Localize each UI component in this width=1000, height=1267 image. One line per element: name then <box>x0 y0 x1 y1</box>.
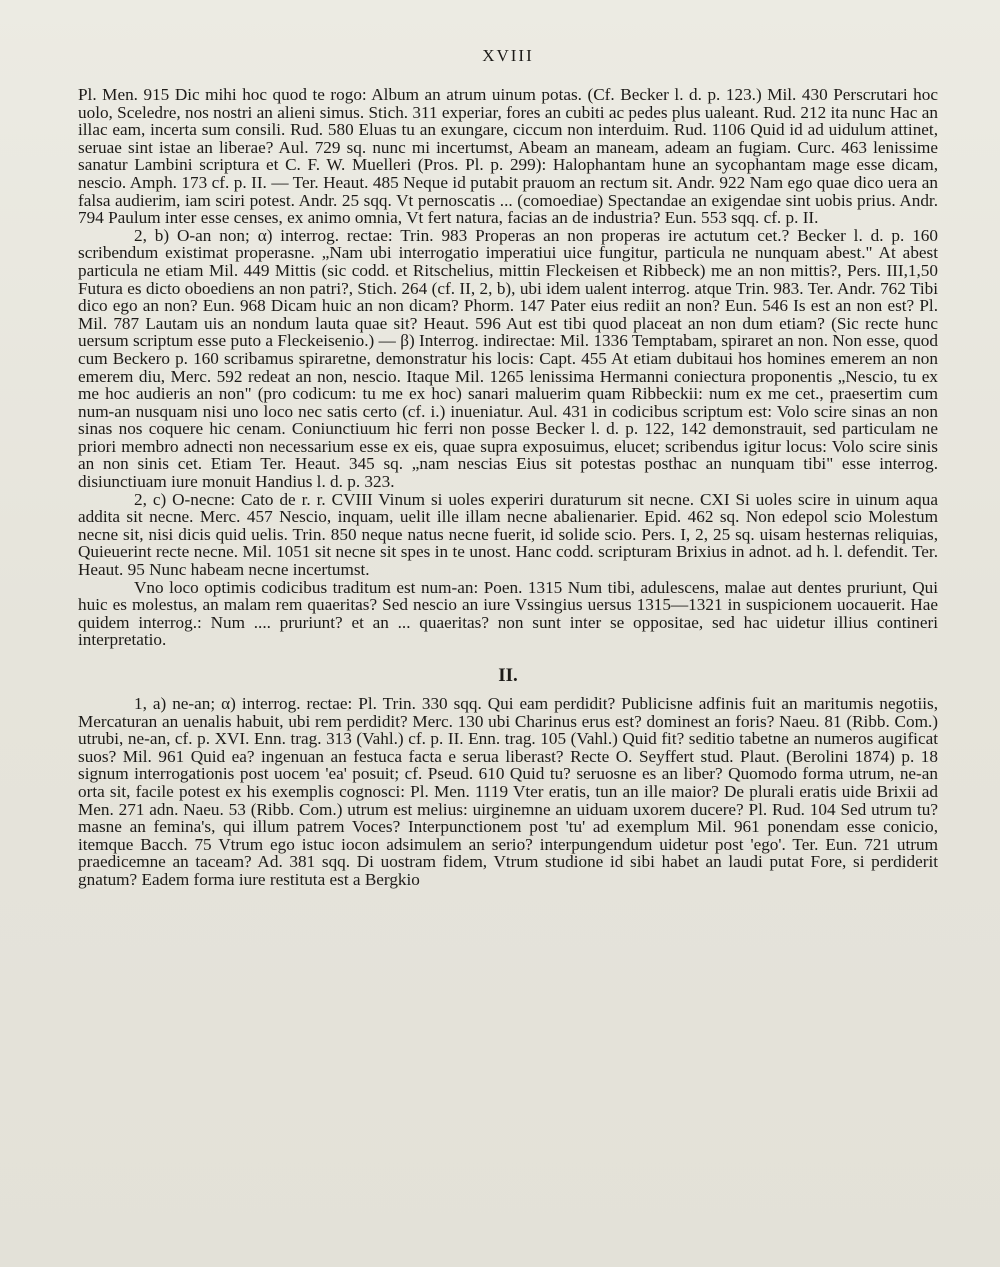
paragraph-necne: 2, c) O-necne: Cato de r. r. CVIII Vinum si uoles experiri duraturum sit necne. CXI Si uoles scire in uinum aqua addita sit necne. Merc. 457 Nescio, inquam, uelit ille illam necne abalienarier. Epid. 462 sq. Non edepol scio Molestum necne sit, nisi dicis quid uelis. Trin. 850 neque natus necne fuerit, id solide scio. Pers. I, 2, 25 sq. uisam hesternas reliquias, Quieuerint recte necne. Mil. 1051 sit necne sit spes in te unost. Hanc codd. scripturam Brixius in adnot. ad h. l. defendit. Ter. Heaut. 95 Nunc habeam necne incertumst. <box>78 489 938 580</box>
paragraph-an-examples: Pl. Men. 915 Dic mihi hoc quod te rogo: Album an atrum uinum potas. (Cf. Becker l. d. p. 123.) Mil. 430 Perscrutari hoc uolo, Sceledre, nos nostri an alieni simus. Stich. 311 experiar, fores an cubiti ac pedes plus ualeant. Rud. 212 ita nunc Hac an illac eam, incerta sum consili. Rud. 580 Eluas tu an exungare, ciccum non interduim. Rud. 1106 Quid id ad uidulum attinet, seruae sint istae an liberae? Aul. 729 sq. nunc mi incertumst, Abeam an maneam, adeam an fugiam. Curc. 463 lenissime sanatur Lambini scriptura et C. F. W. Muelleri (Pros. Pl. p. 299): Halophantam hune an sycophantam mage esse dicam, nescio. Amph. 173 cf. p. II. — Ter. Heaut. 485 Neque id putabit prauom an rectum sit. Andr. 922 Nam ego quae dico uera an falsa audierim, iam sciri potest. Andr. 25 sqq. Vt pernoscatis ... (comoediae) Spectandae an exigendae sint uobis prius. Andr. 794 Paulum inter esse censes, ex animo omnia, Vt fert natura, facias an de industria? Eun. 553 sqq. cf. p. II. <box>78 85 938 228</box>
paragraph-ne-an: 1, a) ne-an; α) interrog. rectae: Pl. Trin. 330 sqq. Qui eam perdidit? Publicisne adfinis fuit an maritumis negotiis, Mercaturan an uenalis habuit, ubi rem perdidit? Merc. 130 ubi Charinus erus est? dominest an foris? Naeu. 81 (Ribb. Com.) utrubi, ne-an, cf. p. XVI. Enn. trag. 313 (Vahl.) cf. p. II. Enn. trag. 105 (Vahl.) Quid fit? seditio tabetne an numeros augificat suos? Mil. 961 Quid ea? ingenuan an festuca facta e serua liberast? Recte O. Seyffert stud. Plaut. (Berolini 1874) p. 18 signum interrogationis post uocem 'ea' posuit; cf. Pseud. 610 Quid tu? seruosne es an liber? Quomodo forma utrum, ne-an orta sit, facile potest ex his exemplis cognosci: Pl. Men. 1119 Vter eratis, tun an ille maior? De plurali eratis uide Brixii ad Men. 271 adn. Naeu. 53 (Ribb. Com.) utrum est melius: uirginemne an uiduam uxorem ducere? Pl. Rud. 104 Sed utrum tu? masne an femina's, qui illum patrem Voces? Interpunctionem post 'tu' ad exemplum Mil. 961 ponendam esse conicio, itemque Bacch. 75 Vtrum ego istuc iocon adsimulem an serio? interpungendum uidetur post 'ego'. Ter. Eun. 721 utrum praedicemne an taceam? Ad. 381 sqq. Di uostram fidem, Vtrum studione id sibi habet an laudi putat Fore, si perdiderit gnatum? Eadem forma iure restituta est a Bergkio <box>78 694 938 889</box>
page-number-header: XVIII <box>482 46 534 65</box>
section-heading: II. <box>498 665 518 686</box>
paragraph-an-non: 2, b) O-an non; α) interrog. rectae: Trin. 983 Properas an non properas ire actutum cet.? Becker l. d. p. 160 scribendum existimat properasne. „Nam ubi interrogatio imperatiui uice fungitur, particula ne nunquam abest." At abest particula ne etiam Mil. 449 Mittis (sic codd. et Ritschelius, mittin Fleckeisen et Ribbeck) me an non mittis?, Pers. III,1,50 Futura es dicto oboediens an non patri?, Stich. 264 (cf. II, 2, b), ubi idem ualent interrog. atque Trin. 983. Ter. Andr. 762 Tibi dico ego an non? Eun. 968 Dicam huic an non dicam? Phorm. 147 Pater eius rediit an non? Eun. 546 Is est an non est? Pl. Mil. 787 Lautam uis an nondum lauta quae sit? Heaut. 596 Aut est tibi quod placeat an non dum etiam? (Sic recte hunc uersum scriptum esse puto a Fleckeisenio.) — β) Interrog. indirectae: Mil. 1336 Temptabam, spiraret an non. Non esse, quod cum Beckero p. 160 scribamus spiraretne, demonstratur his locis: Capt. 455 At etiam dubitaui hos homines emerem an non emerem diu, Merc. 592 redeat an non, nescio. Itaque Mil. 1265 lenissima Hermanni coniectura proponentis „Nescio, tu ex me hoc audieris an non" (pro codicum: tu me ex hoc) sanari maluerim quam Ribbeckii: num ex me cet., praesertim cum num-an nusquam nisi uno loco nec satis certo (cf. i.) inueniatur. Aul. 431 in codicibus scriptum est: Volo scire sinas an non sinas nos coquere hic cenam. Coniunctiuum hic ferri non posse Becker l. d. p. 122, 142 demonstrauit, sed particulam ne priori membro adnecti non necessarium esse ex eis, quae supra exposuimus, elucet; scribendus igitur locus: Volo scire sinis an non sinis cet. Etiam Ter. Heaut. 345 sq. „nam nescias Eius sit potestas posthac an nunquam tibi" esse interrog. disiunctiuam iure monuit Handius l. d. p. 323. <box>78 225 938 492</box>
paragraph-num-an: Vno loco optimis codicibus traditum est num-an: Poen. 1315 Num tibi, adulescens, malae aut dentes pruriunt, Qui huic es molestus, an malam rem quaeritas? Sed nescio an iure Vssingius uersus 1315—1321 in suspicionem uocauerit. Hae quidem interrog.: Num .... pruriunt? et an ... quaeritas? non sunt inter se oppositae, sed hac uidetur illius contineri interpretatio. <box>78 577 938 650</box>
